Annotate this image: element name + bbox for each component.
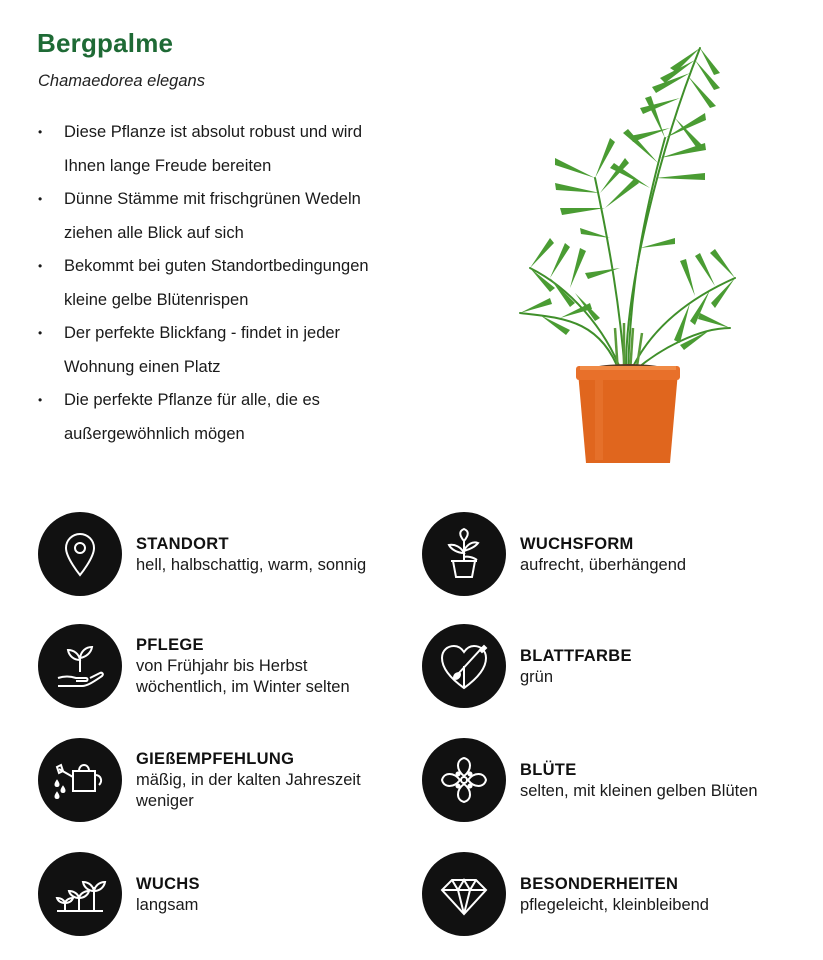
feature-label: BLÜTE <box>520 760 577 779</box>
feature-label: PFLEGE <box>136 636 204 654</box>
feature-value: selten, mit kleinen gelben Blüten <box>520 781 758 800</box>
feature-value: langsam <box>136 895 199 914</box>
bullet-item: • Diese Pflanze ist absolut robust und wird Ihnen lange Freude bereiten <box>36 116 456 183</box>
potted-plant-icon <box>422 512 506 596</box>
bullet-item: • Die perfekte Pflanze für alle, die es außergewöhnlich mögen <box>36 384 456 451</box>
page-title: Bergpalme <box>37 28 174 58</box>
bullet-dot: • <box>38 259 43 273</box>
feature-label: STANDORT <box>136 534 229 553</box>
location-pin-icon <box>38 512 122 596</box>
feature-value: wöchentlich, im Winter selten <box>136 678 350 696</box>
feature-bullet-list <box>36 116 456 451</box>
feature-besonderheiten <box>422 852 709 936</box>
bullet-dot: • <box>38 393 43 407</box>
plant-image <box>500 28 750 473</box>
feature-label: BESONDERHEITEN <box>520 874 679 893</box>
feature-wuchs <box>38 852 200 936</box>
feature-standort <box>38 512 366 596</box>
feature-label: BLATTFARBE <box>520 646 632 665</box>
feature-value: hell, halbschattig, warm, sonnig <box>136 555 367 574</box>
feature-value: mäßig, in der kalten Jahreszeit <box>136 771 361 789</box>
bullet-item: • Bekommt bei guten Standortbedingungen kleine gelbe Blütenrispen <box>36 250 456 317</box>
hand-sprout-icon <box>38 624 122 708</box>
feature-label: WUCHS <box>136 874 200 893</box>
feature-giessempfehlung <box>38 738 361 822</box>
feature-label: WUCHSFORM <box>520 534 634 553</box>
flower-icon <box>422 738 506 822</box>
feature-value: aufrecht, überhängend <box>520 555 687 574</box>
feature-value: von Frühjahr bis Herbst <box>136 657 308 675</box>
diamond-icon <box>422 852 506 936</box>
feature-pflege <box>38 624 350 708</box>
bullet-item: • Dünne Stämme mit frischgrünen Wedeln ziehen alle Blick auf sich <box>36 183 456 250</box>
feature-blattfarbe <box>422 624 632 708</box>
botanical-name: Chamaedorea elegans <box>38 72 205 90</box>
watering-can-icon <box>38 738 122 822</box>
bullet-item: • Der perfekte Blickfang - findet in jeder Wohnung einen Platz <box>36 317 456 384</box>
growth-plants-icon <box>38 852 122 936</box>
leaf-brush-icon <box>422 624 506 708</box>
feature-value: grün <box>520 667 554 686</box>
feature-value: pflegeleicht, kleinbleibend <box>520 895 709 914</box>
bullet-dot: • <box>38 192 43 206</box>
feature-value: weniger <box>136 792 194 810</box>
feature-bluete <box>422 738 758 822</box>
feature-label: GIEßEMPFEHLUNG <box>136 750 295 768</box>
feature-wuchsform <box>422 512 686 596</box>
bullet-dot: • <box>38 326 43 340</box>
bullet-dot: • <box>38 125 43 139</box>
